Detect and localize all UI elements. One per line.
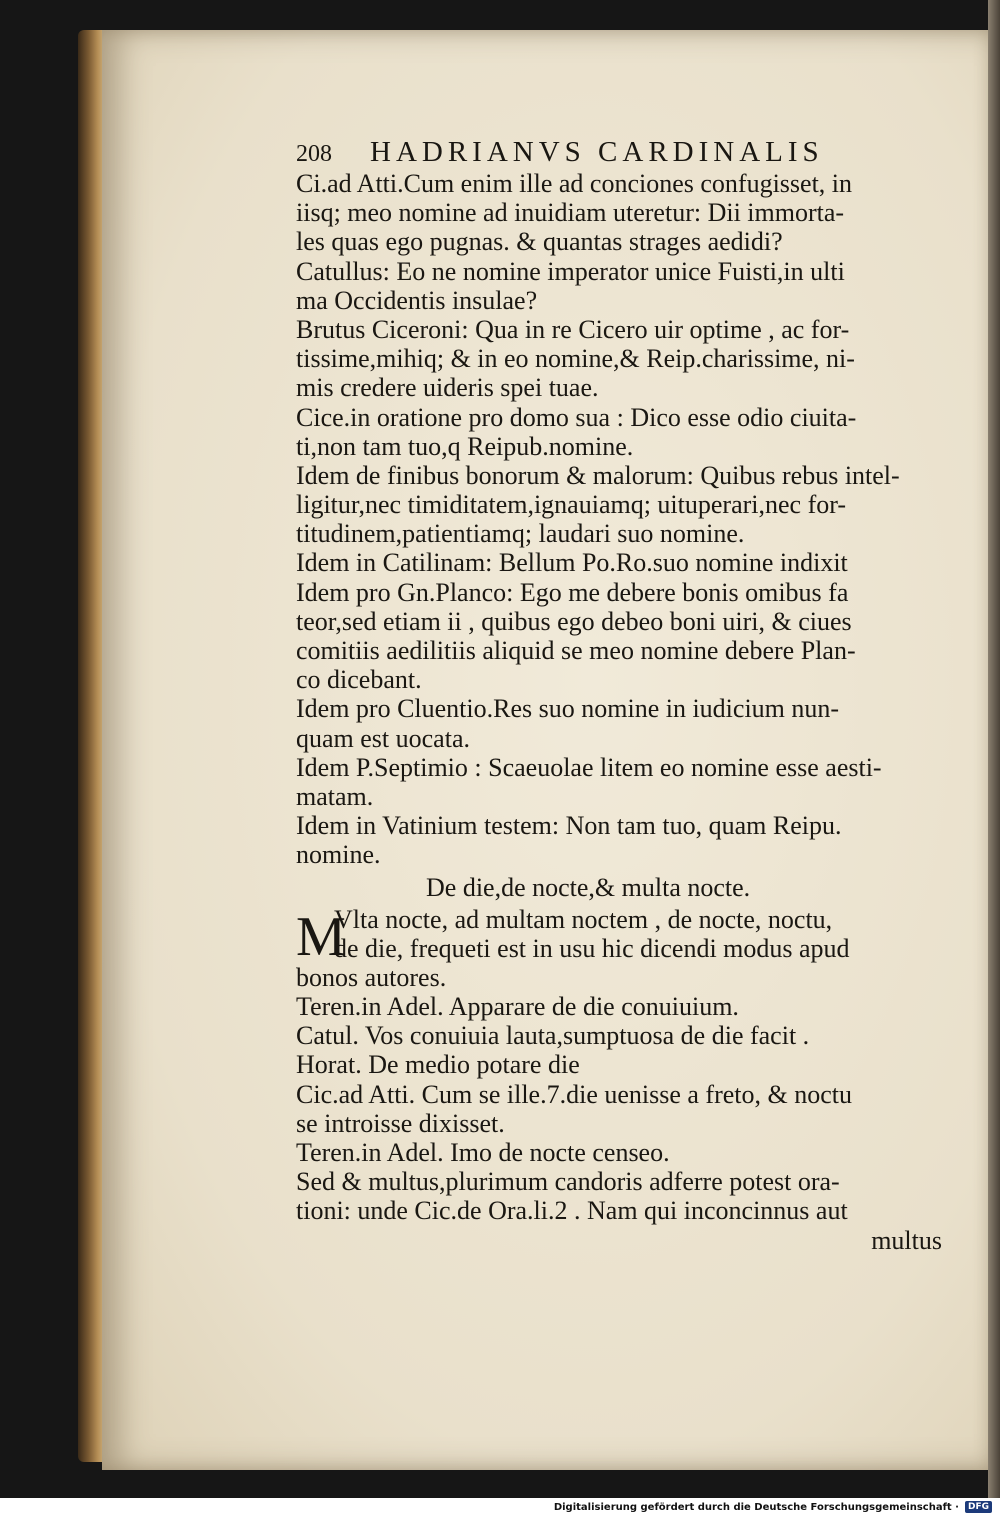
text-line: tioni: unde Cic.de Ora.li.2 . Nam qui inconcinnus aut: [296, 1196, 848, 1226]
text-line: Vlta nocte, ad multam noctem , de nocte, noctu,: [334, 904, 833, 934]
text-line: Cice.in oratione pro domo sua : Dico esse odio ciuita-: [296, 402, 857, 432]
text-line: Idem in Vatinium testem: Non tam tuo, quam Reipu.: [296, 811, 842, 841]
text-line: mis credere uideris spei tuae.: [296, 373, 599, 403]
text-line: se introisse dixisset.: [296, 1108, 505, 1138]
text-line: iisq; meo nomine ad inuidiam uteretur: Dii immorta-: [296, 198, 845, 228]
drop-initial: M: [296, 905, 346, 968]
text-line: titudinem,patientiamq; laudari suo nomine.: [296, 519, 745, 549]
text-line: les quas ego pugnas. & quantas strages aedidi?: [296, 227, 783, 257]
page-text: [296, 135, 946, 1255]
text-line: de die, frequeti est in usu hic dicendi modus apud: [334, 933, 850, 963]
page-number: 208: [296, 141, 332, 167]
text-line: co dicebant.: [296, 665, 422, 695]
text-line: tissime,mihiq; & in eo nomine,& Reip.charissime, ni-: [296, 344, 855, 374]
text-line: Idem pro Gn.Planco: Ego me debere bonis omibus fa: [296, 577, 849, 607]
footer-credit: Digitalisierung gefördert durch die Deutsche Forschungsgemeinschaft ·: [553, 1501, 959, 1513]
text-line: Teren.in Adel. Imo de nocte censeo.: [296, 1138, 670, 1167]
text-line: ma Occidentis insulae?: [296, 285, 538, 315]
text-line: quam est uocata.: [296, 723, 470, 753]
body-text-first: [296, 169, 946, 870]
text-line: Idem P.Septimio : Scaeuolae litem eo nomine esse aesti-: [296, 752, 882, 782]
text-line: Ci.ad Atti.Cum enim ille ad conciones confugisset, in: [296, 169, 853, 198]
catchword: multus: [871, 1225, 942, 1255]
text-line: ti,non tam tuo,q Reipub.nomine.: [296, 431, 634, 461]
text-line: Idem in Catilinam: Bellum Po.Ro.suo nomine indixit: [296, 548, 848, 578]
text-line: Sed & multus,plurimum candoris adferre potest ora-: [296, 1167, 840, 1197]
text-line: nomine.: [296, 840, 381, 870]
dfg-logo: DFG: [965, 1501, 992, 1513]
initial-paragraph: [296, 904, 946, 968]
text-line: Idem de finibus bonorum & malorum: Quibus rebus intel-: [296, 460, 900, 490]
text-line: Horat. De medio potare die: [296, 1050, 580, 1080]
text-line: Brutus Ciceroni: Qua in re Cicero uir optime , ac for-: [296, 314, 850, 344]
book-gutter-edge: [988, 0, 1000, 1498]
running-title: HADRIANVS CARDINALIS: [370, 136, 824, 168]
text-line: comitiis aedilitiis aliquid se meo nomine debere Plan-: [296, 636, 856, 665]
text-line: matam.: [296, 781, 374, 811]
text-line: Idem pro Cluentio.Res suo nomine in iudicium nun-: [296, 694, 840, 724]
body-text-second: [296, 963, 946, 1226]
digitization-footer: [0, 1498, 1000, 1516]
text-line: Cic.ad Atti. Cum se ille.7.die uenisse a freto, & noctu: [296, 1079, 853, 1109]
text-line: Teren.in Adel. Apparare de die conuiuium.: [296, 992, 739, 1022]
running-header: [296, 135, 946, 169]
text-line: teor,sed etiam ii , quibus ego debeo boni uiri, & ciues: [296, 606, 852, 636]
section-heading: De die,de nocte,& multa nocte.: [426, 872, 751, 902]
text-line: ligitur,nec timiditatem,ignauiamq; uituperari,nec for-: [296, 490, 847, 520]
text-line: Catullus: Eo ne nomine imperator unice Fuisti,in ulti: [296, 256, 845, 286]
text-line: Catul. Vos conuiuia lauta,sumptuosa de die facit .: [296, 1021, 810, 1051]
text-line: bonos autores.: [296, 962, 447, 992]
